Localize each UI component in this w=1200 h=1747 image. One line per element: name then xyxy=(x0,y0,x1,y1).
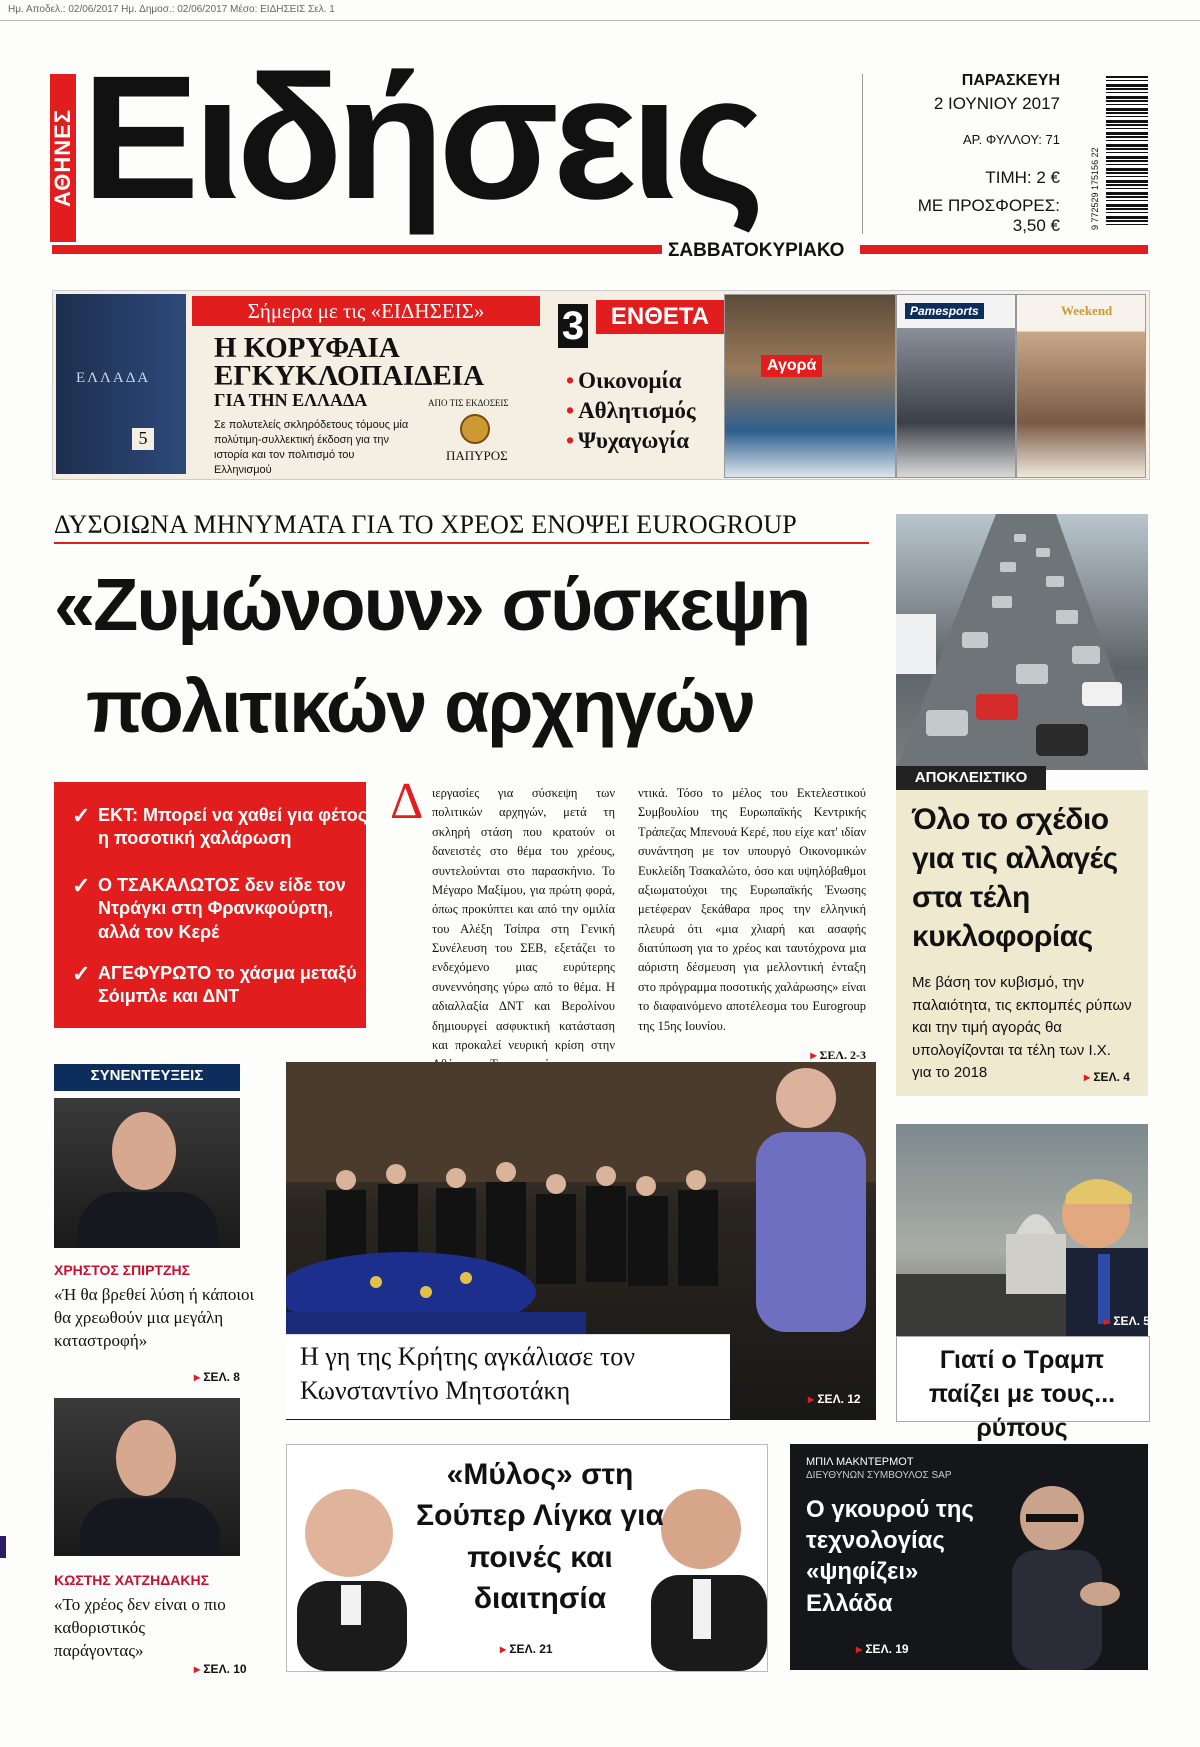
suit-shape xyxy=(78,1192,218,1248)
insert-item[interactable]: • Αθλητισμός xyxy=(566,398,696,424)
book-volume: 5 xyxy=(132,428,154,450)
publisher-name: ΠΑΠΥΡΟΣ xyxy=(446,448,508,463)
insert-thumbnail[interactable] xyxy=(896,294,1016,478)
masthead-rule xyxy=(860,245,1148,254)
portrait-image xyxy=(54,1398,240,1556)
issue-number: ΑΡ. ΦΥΛΛΟΥ: 71 xyxy=(963,132,1060,147)
margin-marker xyxy=(0,1536,6,1558)
thumbnail-label: Αγορά xyxy=(761,355,822,377)
lead-bullets-box xyxy=(54,782,366,1028)
inserts-count: 3 xyxy=(558,304,588,348)
page-reference-link[interactable]: ▸ ΣΕΛ. 4 xyxy=(1084,1070,1130,1084)
trump-headline[interactable]: Γιατί ο Τραμπ παίζει με τους... ρύπους xyxy=(928,1346,1116,1442)
super-league-headline[interactable]: «Μύλος» στη Σούπερ Λίγκα για ποινές και διαιτησία xyxy=(416,1458,664,1616)
insert-thumbnails xyxy=(724,294,1144,476)
edition-label: ΣΑΒΒΑΤΟΚΥΡΙΑΚΟ xyxy=(668,240,845,261)
traffic-photo xyxy=(896,514,1148,770)
lead-body-column xyxy=(638,784,866,1065)
city-tag xyxy=(50,74,76,242)
insert-item[interactable]: • Οικονομία xyxy=(566,368,681,394)
insert-thumbnail[interactable] xyxy=(724,294,896,478)
divider xyxy=(862,74,863,234)
interviewee-name: ΚΩΣΤΗΣ ΧΑΤΖΗΔΑΚΗΣ xyxy=(54,1572,209,1588)
masthead-rule xyxy=(52,245,662,254)
face-shape xyxy=(112,1112,176,1190)
suit-shape xyxy=(80,1498,220,1556)
clipping-meta: Ημ. Αποδελ.: 02/06/2017 Ημ. Δημοσ.: 02/06/2017 Μέσο: ΕΙΔΗΣΕΙΣ Σελ. 1 xyxy=(8,4,335,15)
page-reference-link[interactable]: ▸ ΣΕΛ. 10 xyxy=(194,1662,247,1676)
page-reference-link[interactable]: ▸ ΣΕΛ. 12 xyxy=(808,1392,861,1406)
speaker-role: ΔΙΕΥΘΥΝΩΝ ΣΥΜΒΟΥΛΟΣ SAP xyxy=(806,1470,952,1481)
lead-kicker: ΔΥΣΟΙΩΝΑ ΜΗΝΥΜΑΤΑ ΓΙΑ ΤΟ ΧΡΕΟΣ ΕΝΟΨΕΙ EUROGROUP xyxy=(54,510,797,539)
publisher-logo-icon xyxy=(460,414,490,444)
promo-text: Σε πολυτελείς σκληρόδετους τόμους μία πολύτιμη-συλλεκτική έκδοση για την ιστορία και τον πολιτισμό του Ελληνισμού xyxy=(214,419,409,476)
lead-body-text: ντικά. Τόσο το μέλος του Εκτελεστικού Συμβουλίου της Ευρωπαϊκής Κεντρικής Τράπεζας Μπενουά Κερέ, που είχε κατ' ιδίαν συνάντηση με τον υπουργό Οικονομικών Ευκλείδη Τσακαλώτο, όσο και υψηλόβαθμοι αξιωματούχοι της Ευρωπαϊκής Ένωσης μετέφεραν ξεκάθαρα προς την ελληνική πλευρά ότι «μια χλιαρή και ασαφής διατύπωση για το χρέος και ταυτόχρονα μια αόριστη δέσμευση για μελλοντική ένταξη στο πρόγραμμα ποσοτικής χαλάρωσης» είναι το διαφαινόμενο αποτέλεσμα του Eurogroup της 15ης Ιουνίου. xyxy=(638,786,866,1033)
portrait-image xyxy=(54,1098,240,1248)
price: ΤΙΜΗ: 2 € xyxy=(985,168,1060,187)
interviews-label: ΣΥΝΕΝΤΕΥΞΕΙΣ xyxy=(54,1064,240,1088)
traffic-illustration xyxy=(896,514,1148,770)
barcode-number: 9 772529 175156 22 xyxy=(1090,147,1100,230)
issue-day: ΠΑΡΑΣΚΕΥΗ xyxy=(961,72,1060,89)
drop-cap: Δ xyxy=(390,773,424,830)
interviewee-name: ΧΡΗΣΤΟΣ ΣΠΙΡΤΖΗΣ xyxy=(54,1262,191,1278)
promo-line: ΕΓΚΥΚΛΟΠΑΙΔΕΙΑ xyxy=(214,360,485,392)
city-label: ΑΘΗΝΕΣ xyxy=(50,108,75,208)
mcdermott-headline[interactable]: Ο γκουρού της τεχνολογίας «ψηφίζει» Ελλάδα xyxy=(806,1496,974,1617)
promo-line: ΓΙΑ ΤΗΝ ΕΛΛΑΔΑ xyxy=(214,390,368,410)
traffic-headline[interactable]: Όλο το σχέδιο για τις αλλαγές στα τέλη κυκλοφορίας xyxy=(912,803,1118,953)
publisher-from: ΑΠΟ ΤΙΣ ΕΚΔΟΣΕΙΣ xyxy=(428,398,509,408)
lead-bullet: ✓ ΕΚΤ: Μπορεί να χαθεί για φέτος η ποσοτική χαλάρωση xyxy=(72,804,378,851)
barcode-icon xyxy=(1106,76,1148,226)
traffic-summary: Με βάση τον κυβισμό, την παλαιότητα, τις εκπομπές ρύπων και την τιμή αγοράς θα υπολογίζονται τα τέλη των Ι.Χ. για το 2018 xyxy=(912,974,1132,1081)
exclusive-label: ΑΠΟΚΛΕΙΣΤΙΚΟ xyxy=(896,766,1046,790)
page-reference-link[interactable]: ▸ ΣΕΛ. 8 xyxy=(194,1370,240,1384)
trump-illustration xyxy=(896,1124,1148,1336)
divider xyxy=(0,20,1200,21)
promo-banner: Σήμερα με τις «ΕΙΔΗΣΕΙΣ» xyxy=(192,296,540,326)
trump-photo xyxy=(896,1124,1148,1336)
issue-date: 2 ΙΟΥΝΙΟΥ 2017 xyxy=(933,94,1060,113)
insert-thumbnail[interactable] xyxy=(1016,294,1146,478)
face-shape xyxy=(116,1420,176,1496)
page-reference-link[interactable]: ▸ ΣΕΛ. 21 xyxy=(500,1642,553,1656)
price-with-offers: ΜΕ ΠΡΟΣΦΟΡΕΣ: 3,50 € xyxy=(917,196,1060,235)
promo-line: Η ΚΟΡΥΦΑΙΑ xyxy=(214,332,400,364)
lead-bullet: ✓ Ο ΤΣΑΚΑΛΩΤΟΣ δεν είδε τον Ντράγκι στη Φρανκφούρτη, αλλά τον Κερέ xyxy=(72,874,378,944)
interview-quote[interactable]: «Το χρέος δεν είναι ο πιο καθοριστικός παράγοντας» xyxy=(54,1595,226,1660)
lead-body-text: ιεργασίες για σύσκεψη των πολιτικών αρχηγών, μετά τη σκληρή στάση που κρατούν οι δανειστές στο θέμα του χρέους, συντελούνται στο παρασκήνιο. Το Μέγαρο Μαξίμου, για πρώτη φορά, όπως προκύπτει και από την ομιλία του Αλέξη Τσίπρα στη Γενική Συνέλευση του ΣΕΒ, εξετάζει το ενδεχόμενο μιας ευρύτερης συνεννόησης γύρω από το θέμα. Η αδιαλλαξία ΔΝΤ και Βερολίνου δημιουργεί ασφυκτική κατάσταση και προκαλεί νευρική κρίση στην xyxy=(432,786,615,1052)
page-reference-link[interactable]: ▸ ΣΕΛ. 19 xyxy=(856,1642,909,1656)
book-title: ΕΛΛΑΔΑ xyxy=(76,370,151,386)
speaker-name: ΜΠΙΛ ΜΑΚΝΤΕΡΜΟΤ xyxy=(806,1456,914,1468)
funeral-caption[interactable]: Η γη της Κρήτης αγκάλιασε τον Κωνσταντίνο Μητσοτάκη xyxy=(300,1342,636,1405)
inserts-label: ΕΝΘΕΤΑ xyxy=(596,300,724,334)
masthead-title: Ειδήσεις xyxy=(82,40,759,236)
lead-headline[interactable]: πολιτικών αρχηγών xyxy=(86,665,755,748)
thumbnail-label: Weekend xyxy=(1061,303,1113,318)
interviews-rule xyxy=(54,1088,240,1091)
insert-item[interactable]: • Ψυχαγωγία xyxy=(566,428,689,454)
page-reference-link[interactable]: ▸ ΣΕΛ. 2-3 xyxy=(811,1048,866,1062)
page-reference-link[interactable]: ▸ ΣΕΛ. 59 xyxy=(1104,1314,1157,1328)
thumbnail-label: Pamesports xyxy=(905,303,984,319)
lead-bullet: ✓ ΑΓΕΦΥΡΩΤΟ το χάσμα μεταξύ Σόιμπλε και ΔΝΤ xyxy=(72,962,378,1009)
interview-quote[interactable]: «Ή θα βρεθεί λύση ή κάποιοι θα χρεωθούν μια μεγάλη καταστροφή» xyxy=(54,1285,255,1350)
lead-headline[interactable]: «Ζυμώνουν» σύσκεψη xyxy=(54,563,810,646)
kicker-rule xyxy=(54,542,869,544)
